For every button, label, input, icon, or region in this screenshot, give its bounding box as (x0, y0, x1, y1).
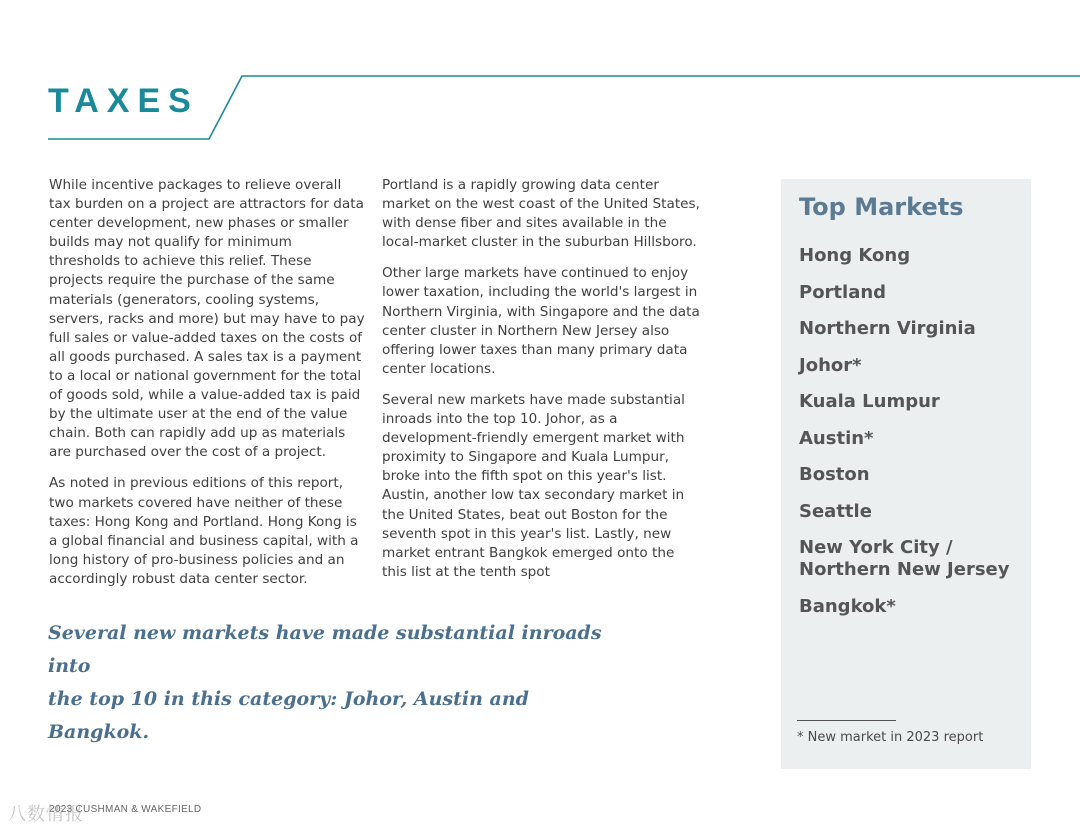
top-markets-sidebar (781, 179, 1031, 769)
pull-quote (48, 617, 608, 749)
market-item: Portland (799, 281, 887, 303)
footnote-divider (797, 720, 896, 721)
body-column-1 (49, 176, 367, 601)
page-footer: 2023 CUSHMAN & WAKEFIELD (49, 804, 202, 815)
market-item: New York City / Northern New Jersey (799, 537, 1010, 580)
footnote: * New market in 2023 report (797, 730, 984, 745)
market-item: Johor* (799, 354, 862, 376)
paragraph: Several new markets have made substantial inroads into the top 10. Johor, as a development-friendly emergent market with proximity to Singapore and Kuala Lumpur, broke into the fifth spot on this year's list. Austin, another low tax secondary market in the United States, beat out Boston for the seventh spot in this year's list. Lastly, new market entrant Bangkok emerged onto the this list at the tenth spot (382, 391, 685, 580)
body-column-2 (382, 176, 700, 594)
watermark: 八数情报 (8, 804, 84, 825)
market-item: Northern Virginia (799, 318, 976, 339)
market-item: Seattle (799, 500, 872, 522)
pull-quote-line: Several new markets have made substantial inroads into (48, 622, 602, 677)
paragraph: While incentive packages to relieve overall tax burden on a project are attractors for data center development, new phases or smaller builds may not qualify for minimum thresholds to achieve this relief. These projects require the purchase of the same materials (generators, cooling systems, servers, racks and more) but may have to pay full sales or value-added taxes on the costs of all goods purchased. A sales tax is a payment to a local or national government for the total of goods sold, while a value-added tax is paid by the ultimate user at the end of the value chain. Both can rapidly add up as materials are purchased over the cost of a project. (49, 177, 365, 461)
paragraph: Portland is a rapidly growing data center market on the west coast of the United States, with dense fiber and sites available in the local-market cluster in the suburban Hillsboro. (382, 177, 700, 251)
paragraph: Other large markets have continued to enjoy lower taxation, including the world's largest in Northern Virginia, with Singapore and the data center cluster in Northern New Jersey also offering lower taxes than many primary data center locations. (382, 265, 700, 377)
header-decoration (0, 0, 1080, 150)
market-list (799, 245, 1027, 632)
paragraph: As noted in previous editions of this report, two markets covered have neither of these taxes: Hong Kong and Portland. Hong Kong is a global financial and business capital, with a long history of pro-business policies and an accordingly robust data center sector. (49, 475, 359, 587)
sidebar-title: Top Markets (799, 193, 964, 221)
market-item: Bangkok* (799, 595, 896, 617)
section-title: TAXES (48, 82, 199, 120)
pull-quote-line: the top 10 in this category: Johor, Austin and Bangkok. (48, 688, 529, 743)
market-item: Boston (799, 464, 870, 485)
market-item: Kuala Lumpur (799, 391, 940, 412)
market-item: Austin* (799, 427, 874, 449)
market-item: Hong Kong (799, 245, 911, 266)
